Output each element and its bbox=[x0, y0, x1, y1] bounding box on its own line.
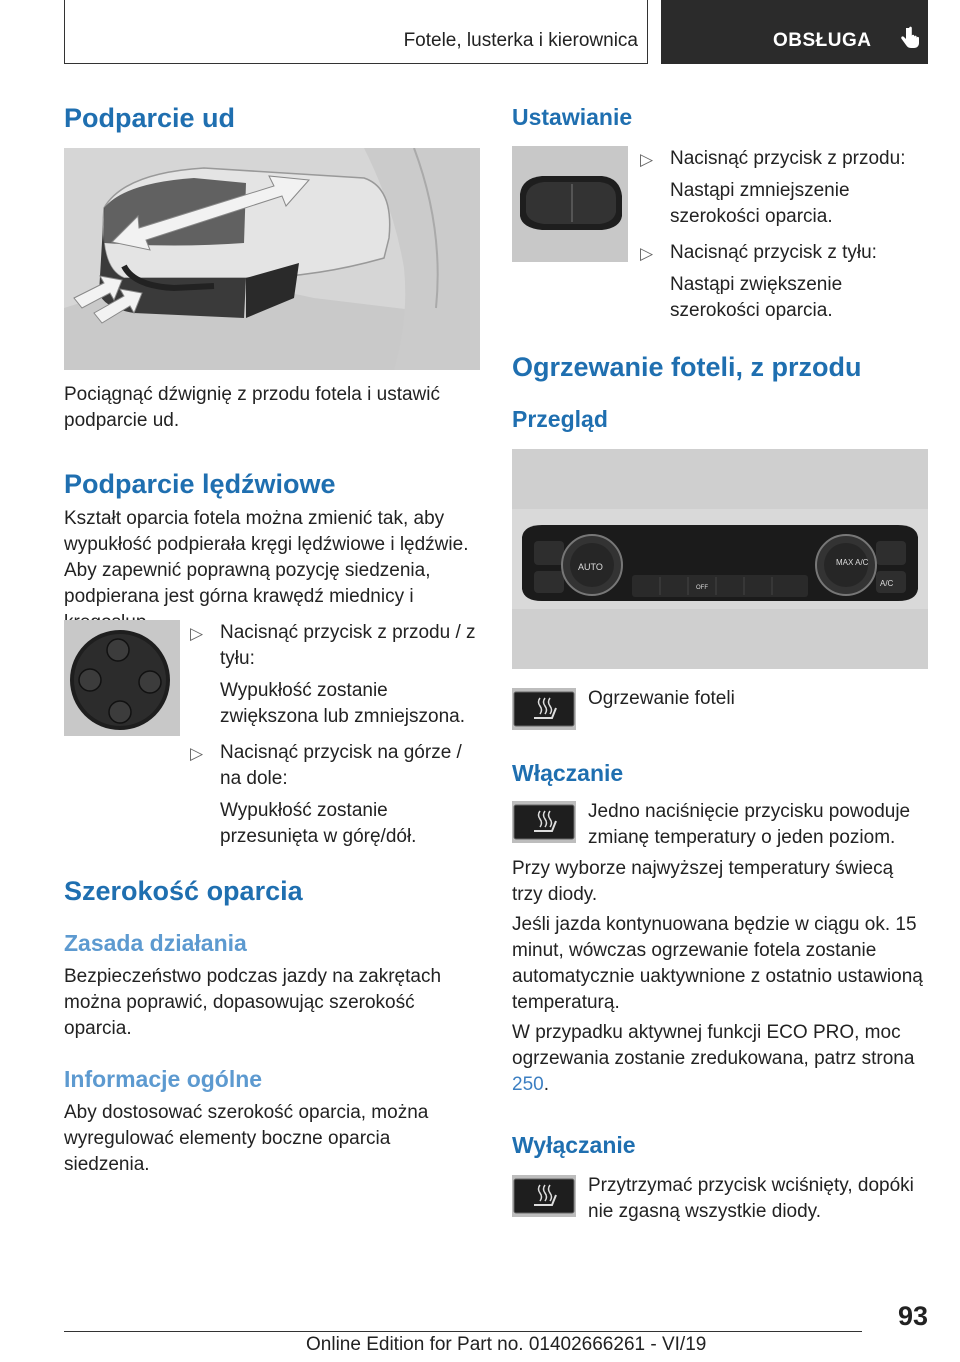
heading-ogrzewanie-foteli: Ogrzewanie foteli, z przodu bbox=[512, 352, 862, 382]
heading-przeglad: Przegląd bbox=[512, 406, 608, 432]
list-item: ▷ Nacisnąć przycisk z tyłu: bbox=[640, 240, 930, 266]
heading-zasada-dzialania: Zasada działania bbox=[64, 930, 247, 956]
heading-podparcie-ledzwiowe: Podparcie lędźwiowe bbox=[64, 469, 336, 499]
list-item-result: Wypukłość zostanie zwiększona lub zmniejszona. bbox=[220, 680, 466, 727]
list-item: ▷ Nacisnąć przycisk z przodu: bbox=[640, 146, 930, 172]
text-wylaczanie: Przytrzymać przycisk wciśnięty, dopóki nie zgasną wszystkie diody. bbox=[588, 1175, 914, 1222]
seat-heating-button-icon bbox=[512, 801, 576, 843]
heading-wlaczanie: Włączanie bbox=[512, 760, 624, 786]
heading-ustawianie: Ustawianie bbox=[512, 104, 633, 130]
triangle-bullet-icon: ▷ bbox=[640, 150, 654, 169]
text-zasada-dzialania: Bezpieczeństwo podczas jazdy na zakrętach można poprawić, dopasowując szerokość oparcia. bbox=[64, 966, 442, 1039]
heading-wylaczanie: Wyłączanie bbox=[512, 1132, 636, 1158]
text-ogrzewanie-foteli: Ogrzewanie foteli bbox=[588, 688, 735, 709]
list-item: ▷ Nacisnąć przycisk z przodu / z tyłu: bbox=[190, 622, 476, 669]
list-item-result: Nastąpi zmniejszenie szerokości oparcia. bbox=[670, 180, 850, 227]
header-chapter-tab[interactable] bbox=[661, 0, 928, 64]
triangle-bullet-icon: ▷ bbox=[190, 744, 204, 763]
page-link-250[interactable]: 250 bbox=[512, 1074, 544, 1095]
text-eco-pro: W przypadku aktywnej funkcji ECO PRO, moc ogrzewania zostanie zredukowana, patrz strona 250. bbox=[512, 1022, 915, 1095]
list-item: ▷ Nacisnąć przycisk na górze / na dole: bbox=[190, 742, 462, 789]
width-instructions bbox=[640, 146, 930, 334]
text-podparcie-ud: Pociągnąć dźwignię z przodu fotela i ustawić podparcie ud. bbox=[64, 384, 440, 431]
text-wlaczanie-3: Jeśli jazda kontynuowana będzie w ciągu ok. 15 minut, wówczas ogrzewanie fotela zostanie automatycznie uaktywnione z ostatnio ustawioną temperaturą. bbox=[512, 914, 923, 1013]
panel-auto-label: AUTO bbox=[578, 562, 603, 572]
climate-panel-image bbox=[512, 449, 928, 669]
width-switch-image bbox=[512, 146, 628, 262]
page-number: 93 bbox=[897, 1301, 928, 1331]
seat-heating-button-icon bbox=[512, 1175, 576, 1217]
heading-informacje-ogolne: Informacje ogólne bbox=[64, 1066, 263, 1092]
thigh-support-illustration bbox=[64, 148, 480, 370]
seat-heating-button-icon bbox=[512, 688, 576, 730]
panel-max-ac-label: MAX A/C bbox=[836, 558, 869, 567]
triangle-bullet-icon: ▷ bbox=[190, 624, 204, 643]
page-header bbox=[64, 0, 928, 64]
panel-off-label: OFF bbox=[696, 585, 708, 591]
panel-ac-label: A/C bbox=[880, 579, 894, 588]
text-wlaczanie-2: Przy wyborze najwyższej temperatury świecą trzy diody. bbox=[512, 858, 894, 905]
heading-podparcie-ud: Podparcie ud bbox=[64, 103, 236, 133]
hand-pointer-icon bbox=[897, 26, 923, 52]
header-section-title: Fotele, lusterka i kierownica bbox=[403, 30, 638, 51]
heading-szerokosc-oparcia: Szerokość oparcia bbox=[64, 876, 303, 906]
text-podparcie-ledzwiowe: Kształt oparcia fotela można zmienić tak, aby wypukłość podpierała kręgi lędźwiowe i lędźwie. Aby zapewnić poprawną pozycję siedzenia, podpierana jest górna krawędź miednicy i bbox=[64, 508, 469, 607]
triangle-bullet-icon: ▷ bbox=[640, 244, 654, 263]
header-chapter-label: OBSŁUGA bbox=[773, 30, 872, 51]
text-wlaczanie-1: Jedno naciśnięcie przycisku powoduje zmianę temperatury o jeden poziom. bbox=[588, 801, 911, 848]
list-item-result: Nastąpi zwiększenie szerokości oparcia. bbox=[670, 274, 843, 321]
lumbar-instructions bbox=[190, 620, 480, 860]
lumbar-switch-image bbox=[64, 620, 180, 736]
list-item-result: Wypukłość zostanie przesunięta w górę/dół. bbox=[220, 800, 417, 847]
text-informacje-ogolne: Aby dostosować szerokość oparcia, można wyregulować elementy boczne oparcia siedzenia. bbox=[64, 1102, 429, 1175]
footer-divider bbox=[64, 1331, 862, 1332]
edition-footer: Online Edition for Part no. 01402666261 - VI/19 bbox=[306, 1334, 707, 1355]
